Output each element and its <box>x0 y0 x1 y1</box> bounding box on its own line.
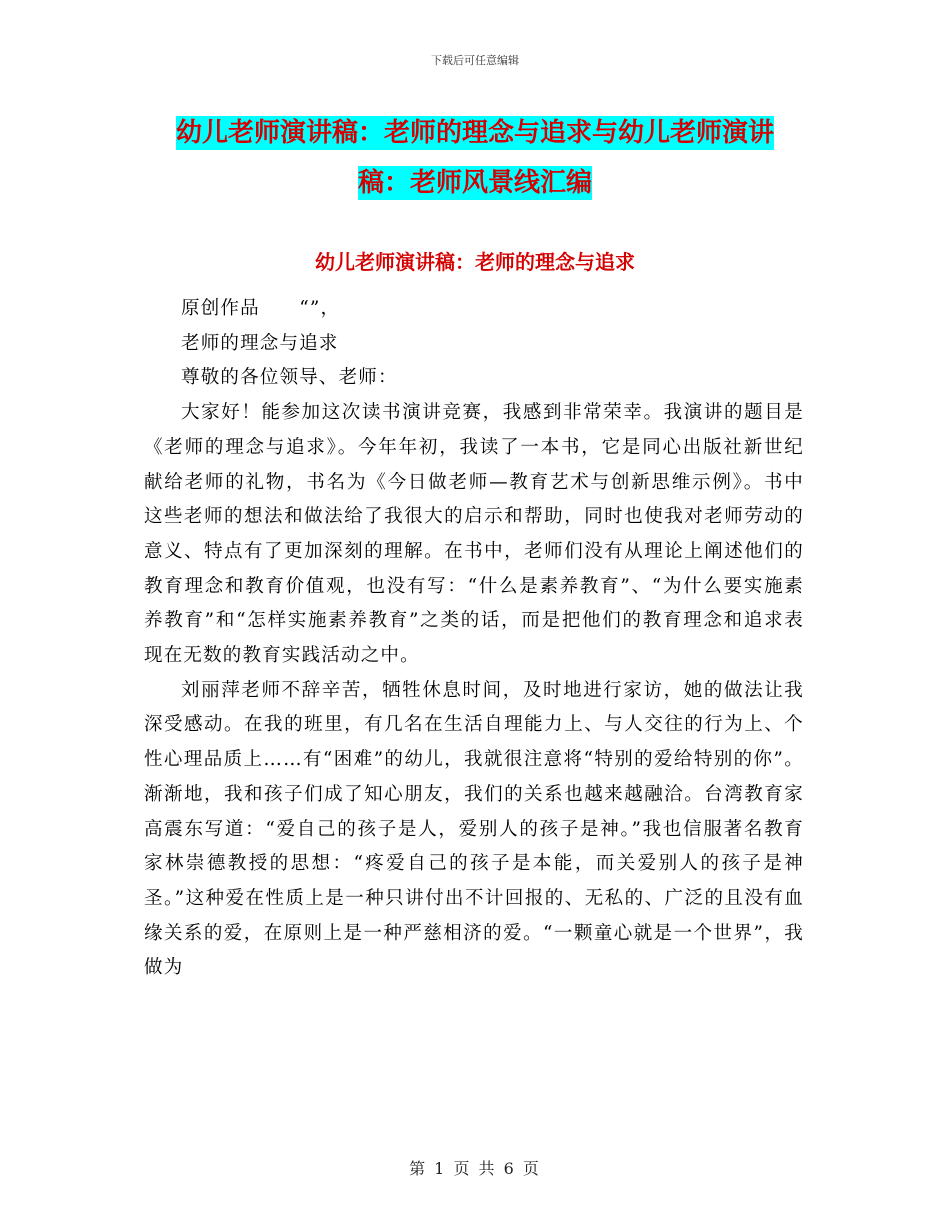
document-title-line1: 幼儿老师演讲稿：老师的理念与追求与幼儿老师演讲 <box>175 118 774 148</box>
paragraph-attribution: 原创作品 “”， <box>181 298 341 319</box>
paragraph-body: 刘丽萍老师不辞辛苦，牺牲休息时间，及时地进行家访，她的做法让我深受感动。在我的班里，有几名在生活自理能力上、与人交往的行为上、个性心理品质上……有“困难”的幼儿，我就很注意将“特别的爱给特别的你”。渐渐地，我和孩子们成了知心朋友，我们的关系也越来越融洽。台湾教育家高震东写道：“爱自己的孩子是人，爱别人的孩子是神。”我也信服著名教育家林崇德教授的思想：“疼爱自己的孩子是本能，而关爱别人的孩子是神圣。”这种爱在性质上是一种只讲付出不计回报的、无私的、广泛的且没有血缘关系的爱，在原则上是一种严慈相济的爱。“一颗童心就是一个世界”，我做为 <box>144 679 804 979</box>
section-title: 幼儿老师演讲稿：老师的理念与追求 <box>315 250 635 274</box>
document-title-line2: 稿：老师风景线汇编 <box>357 168 592 198</box>
document-body <box>144 292 804 986</box>
paragraph-salutation: 尊敬的各位领导、老师： <box>181 367 398 389</box>
page-number: 第 1 页 共 6 页 <box>409 1159 541 1178</box>
document-title <box>150 108 800 208</box>
header-note: 下载后可任意编辑 <box>431 54 519 67</box>
paragraph-speech-title: 老师的理念与追求 <box>181 332 339 354</box>
paragraph-body: 大家好！能参加这次读书演讲竞赛，我感到非常荣幸。我演讲的题目是《老师的理念与追求》。今年年初，我读了一本书，它是同心出版社新世纪献给老师的礼物，书名为《今日做老师—教育艺术与创新思维示例》。书中这些老师的想法和做法给了我很大的启示和帮助，同时也使我对老师劳动的意义、特点有了更加深刻的理解。在书中，老师们没有从理论上阐述他们的教育理念和教育价值观，也没有写：“什么是素养教育”、“为什么要实施素养教育”和“怎样实施素养教育”之类的话，而是把他们的教育理念和追求表现在无数的教育实践活动之中。 <box>144 402 804 667</box>
